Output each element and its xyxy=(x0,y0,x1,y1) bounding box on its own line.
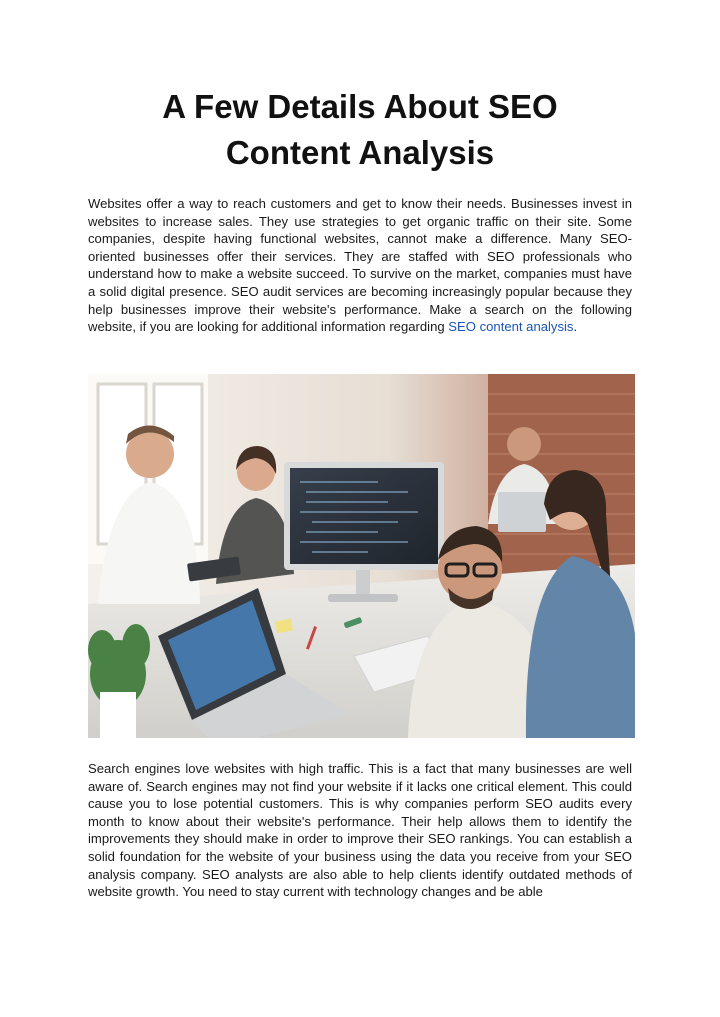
intro-paragraph-end: . xyxy=(573,319,578,335)
intro-paragraph-text: Websites offer a way to reach customers and get to know their needs. Businesses invest in websites to increase sales. They use strategies to get organic traffic on their site. Some companies, despite having functional websites, cannot make a difference. Many SEO-oriented businesses offer their services. They are staffed with SEO professionals who understand how to make a website succeed. To survive on the market, companies must have a solid digital presence. SEO audit services are becoming increasingly popular because they help businesses improve their website's performance. Make a search on the following website, if you are looking for additional information regarding xyxy=(88,196,632,335)
title-line-2: Content Analysis xyxy=(225,134,495,171)
title-line-1: A Few Details About SEO xyxy=(162,88,558,125)
body-paragraph: Search engines love websites with high traffic. This is a fact that many businesses are well aware of. Search engines may not find your website if it lacks one critical element. This could cause you to lose potential customers. This is why companies perform SEO audits every month to know about their website's performance. Their help allows them to identify the improvements they should make in order to improve their SEO rankings. You can establish a solid foundation for the website of your business using the data you receive from your SEO analysis company. SEO analysts are also able to help clients identify outdated methods of website growth. You need to stay current with technology changes and be able xyxy=(88,761,632,900)
page-title xyxy=(88,84,632,176)
intro-paragraph xyxy=(88,195,632,336)
team-office-photo xyxy=(88,374,635,738)
seo-content-analysis-link[interactable]: SEO content analysis xyxy=(448,319,574,335)
